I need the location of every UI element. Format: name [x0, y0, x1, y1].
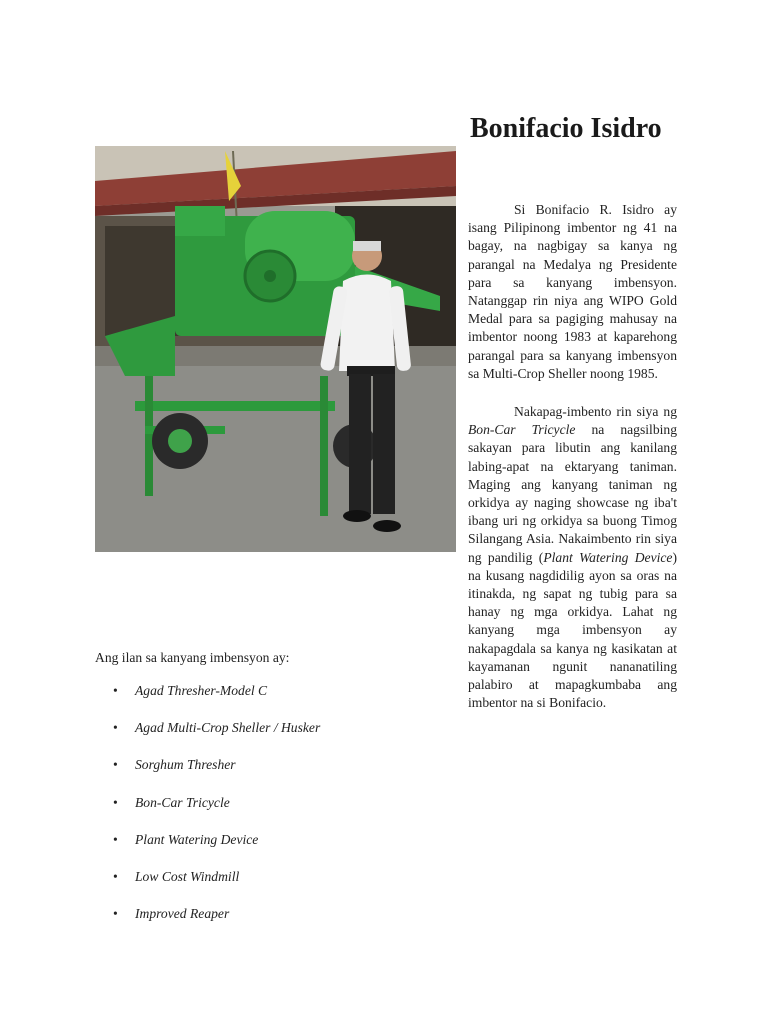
bullet-icon: •	[113, 868, 118, 884]
inventions-list	[95, 683, 655, 943]
list-intro: Ang ilan sa kanyang imbensyon ay:	[95, 650, 290, 665]
bon-car-tricycle-italic: Bon-Car Tricycle	[468, 422, 576, 438]
invention-label: Agad Thresher-Model C	[135, 683, 268, 698]
paragraph-awards: Si Bonifacio R. Isidro ay isang Pilipinong imbentor ng 41 na bagay, na nagbigay sa kanya ng parangal na Medalya ng Presidente para sa kanyang imbensyon. Natanggap rin niya ang WIPO Gold Medal para sa pagiging mahusay na imbentor noong 1983 at kaparehong parangal para sa kanyang imbensyon sa Multi-Crop Sheller noong 1985.	[468, 202, 677, 381]
invention-label: Sorghum Thresher	[135, 757, 236, 773]
paragraph2-part3: ) na kusang nagdidilig ayon sa oras na itinakda, ng sapat ng tubig para sa hanay ng mga orkidya. Lahat ng kanyang mga imbensyon ay nakapagdala sa kanya ng kasikatan at kayamanan ngunit nananatiling palabiro at mapagkumbaba ang imbentor na si Bonifacio.	[468, 549, 677, 711]
bullet-icon: •	[113, 831, 118, 847]
bullet-icon: •	[113, 757, 118, 773]
bullet-icon: •	[113, 720, 118, 736]
invention-label: Improved Reaper	[135, 906, 230, 922]
side-column-text	[468, 201, 677, 712]
invention-label: Agad Multi-Crop Sheller / Husker	[135, 720, 321, 736]
photo-illustration	[95, 146, 456, 552]
invention-label: Bon-Car Tricycle	[135, 794, 230, 810]
page-title: Bonifacio Isidro	[470, 113, 662, 144]
list-item	[95, 795, 655, 832]
list-item	[95, 832, 655, 869]
list-item	[95, 869, 655, 906]
photo-bonifacio-with-thresher	[95, 146, 456, 552]
paragraph2-part2: na nagsilbing sakayan para libutin ang kanilang labing-apat na ektaryang taniman. Maging ang kanyang taniman ng orkidya ay naging showcase ng iba't ibang uri ng orkidya sa buong Timog Silangang Asia. Nakaimbento rin siya ng pandilig (	[468, 422, 677, 565]
paragraph-inventions-start	[468, 403, 677, 712]
list-item	[95, 720, 655, 757]
list-item	[95, 683, 655, 720]
list-item	[95, 757, 655, 794]
list-item	[95, 906, 655, 943]
bullet-icon: •	[113, 906, 118, 922]
invention-label: Plant Watering Device	[135, 831, 259, 847]
paragraph2-part1: Nakapag-imbento rin siya ng	[514, 404, 677, 420]
invention-label: Low Cost Windmill	[135, 868, 240, 884]
bullet-icon: •	[113, 683, 118, 698]
plant-watering-device-italic: Plant Watering Device	[543, 549, 673, 565]
bullet-icon: •	[113, 794, 118, 810]
